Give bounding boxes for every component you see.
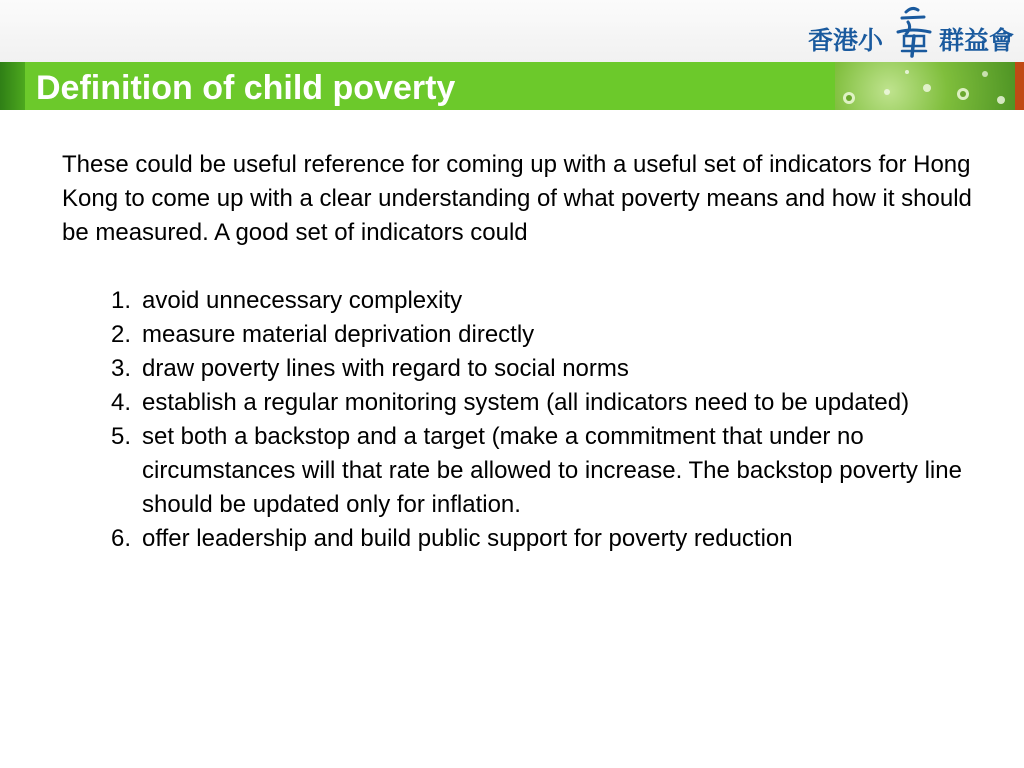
list-item-number: 5. <box>111 423 132 450</box>
logo-stylized-char-icon <box>898 8 930 56</box>
list-item-text: measure material deprivation directly <box>142 321 535 348</box>
indicator-list <box>62 284 982 556</box>
title-bar-left-accent <box>0 62 25 110</box>
list-item-number: 3. <box>111 355 132 382</box>
slide-body <box>62 148 982 556</box>
list-item <box>62 318 962 352</box>
list-item <box>62 284 962 318</box>
list-item-text: establish a regular monitoring system (all indicators need to be updated) <box>142 389 910 416</box>
list-item <box>62 522 962 556</box>
organization-logo <box>806 4 1020 58</box>
logo-text-left: 香港小 <box>808 26 884 55</box>
list-item-number: 6. <box>111 525 132 552</box>
list-item <box>62 352 962 386</box>
list-item-text: draw poverty lines with regard to social norms <box>142 355 629 382</box>
list-item-text: offer leadership and build public support for poverty reduction <box>142 525 793 552</box>
list-item-number: 4. <box>111 389 132 416</box>
list-item-text: avoid unnecessary complexity <box>142 287 463 314</box>
list-item <box>62 420 962 522</box>
title-bar-decoration <box>835 62 1015 110</box>
title-bar-right-accent <box>1015 62 1024 110</box>
slide-title: Definition of child poverty <box>36 69 456 107</box>
list-item-number: 1. <box>111 287 132 314</box>
intro-paragraph: These could be useful reference for coming up with a useful set of indicators for Hong Kong to come up with a clear understanding of what poverty means and how it should be measured. A good set of indicators could <box>62 151 972 246</box>
list-item <box>62 386 962 420</box>
logo-text-right: 群益會 <box>939 26 1015 55</box>
list-item-text: set both a backstop and a target (make a commitment that under no circumstances will that rate be allowed to increase. The backstop poverty line should be updated only for inflation. <box>142 423 962 518</box>
list-item-number: 2. <box>111 321 132 348</box>
bubbles-decoration-icon <box>835 62 1015 110</box>
